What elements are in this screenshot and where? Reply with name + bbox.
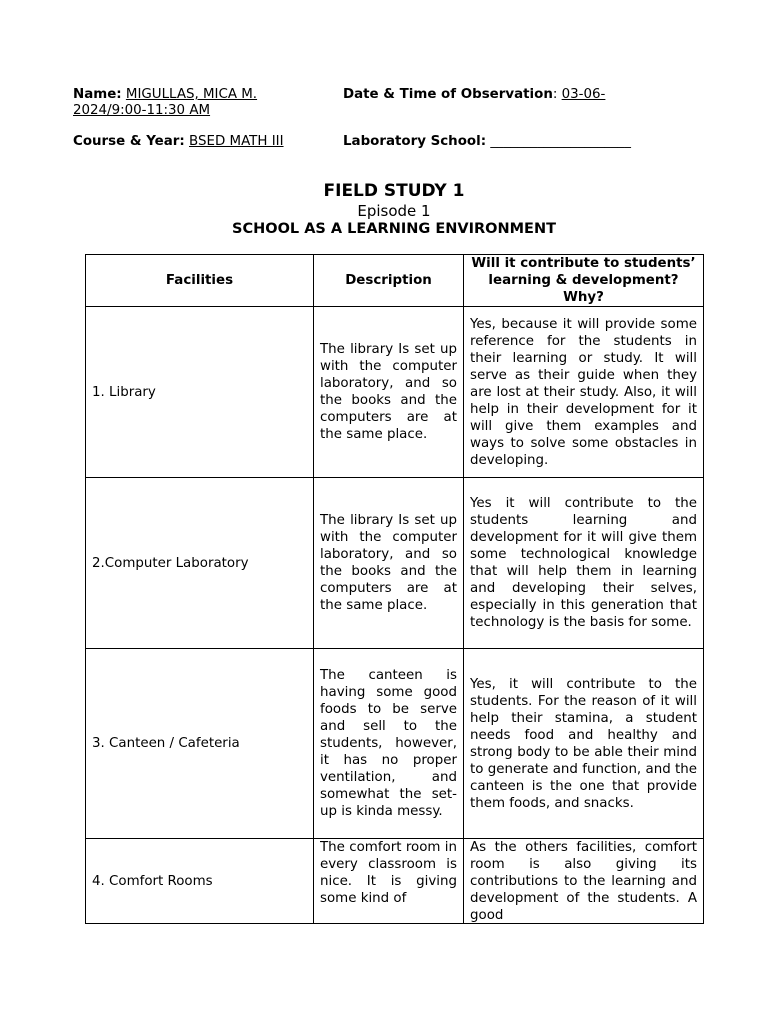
contribution-cell <box>464 839 704 924</box>
lab-value-blank: _____________________ <box>490 134 631 149</box>
facility-cell: 1. Library <box>86 307 314 478</box>
facility-cell: 4. Comfort Rooms <box>86 839 314 924</box>
table-header-row <box>86 255 704 307</box>
document-subtitle: SCHOOL AS A LEARNING ENVIRONMENT <box>232 221 556 237</box>
description-cell <box>314 839 464 924</box>
facility-cell: 2.Computer Laboratory <box>86 478 314 649</box>
date-continuation <box>73 103 210 119</box>
name-value: MIGULLAS, MICA M. <box>125 87 258 102</box>
facility-cell: 3. Canteen / Cafeteria <box>86 649 314 839</box>
name-label: Name: <box>73 87 122 102</box>
table-row <box>86 839 704 924</box>
course-label: Course & Year: <box>73 134 185 149</box>
document-title: FIELD STUDY 1 <box>323 181 465 201</box>
contribution-text: As the others facilities, comfort room is also giving its contributions to the learning and development of the students. A good <box>470 840 697 923</box>
course-value: BSED MATH III <box>189 134 284 149</box>
description-cell: The library Is set up with the computer laboratory, and so the books and the computers are at the same place. <box>314 478 464 649</box>
facilities-table <box>85 254 704 924</box>
header-facilities: Facilities <box>86 255 314 307</box>
table-row <box>86 649 704 839</box>
date-label: Date & Time of Observation <box>343 87 553 102</box>
description-cell: The library Is set up with the computer laboratory, and so the books and the computers are at the same place. <box>314 307 464 478</box>
table-row <box>86 307 704 478</box>
description-cell: The canteen is having some good foods to be serve and sell to the students, however, it has no proper ventilation, and somewhat the set-up is kinda messy. <box>314 649 464 839</box>
course-year <box>73 134 284 150</box>
contribution-cell: Yes it will contribute to the students learning and development for it will give them some technological knowledge that will help them in learning and developing their selves, especially in this generation that technology is the basis for some. <box>464 478 704 649</box>
header-description: Description <box>314 255 464 307</box>
table-row <box>86 478 704 649</box>
date-value-line1: 03-06- <box>561 87 606 102</box>
description-text: The comfort room in every classroom is nice. It is giving some kind of <box>320 840 457 906</box>
laboratory-school <box>343 134 631 150</box>
episode-label: Episode 1 <box>357 202 431 220</box>
contribution-cell: Yes, because it will provide some reference for the students in their learning or study. It will serve as their guide when they are lost at their study. Also, it will help in their development for it will give them examples and ways to solve some obstacles in developing. <box>464 307 704 478</box>
header-contribution: Will it contribute to students’ learning & development? Why? <box>464 255 704 307</box>
date-value-line2: 2024/9:00-11:30 AM <box>73 103 211 118</box>
student-name <box>73 87 338 103</box>
lab-label: Laboratory School: <box>343 134 487 149</box>
observation-date: Date & Time of Observation: 03-06- <box>343 87 606 102</box>
contribution-cell: Yes, it will contribute to the students. For the reason of it will help their stamina, a student needs food and healthy and strong body to be able their mind to generate and function, and the canteen is the one that provide them foods, and snacks. <box>464 649 704 839</box>
